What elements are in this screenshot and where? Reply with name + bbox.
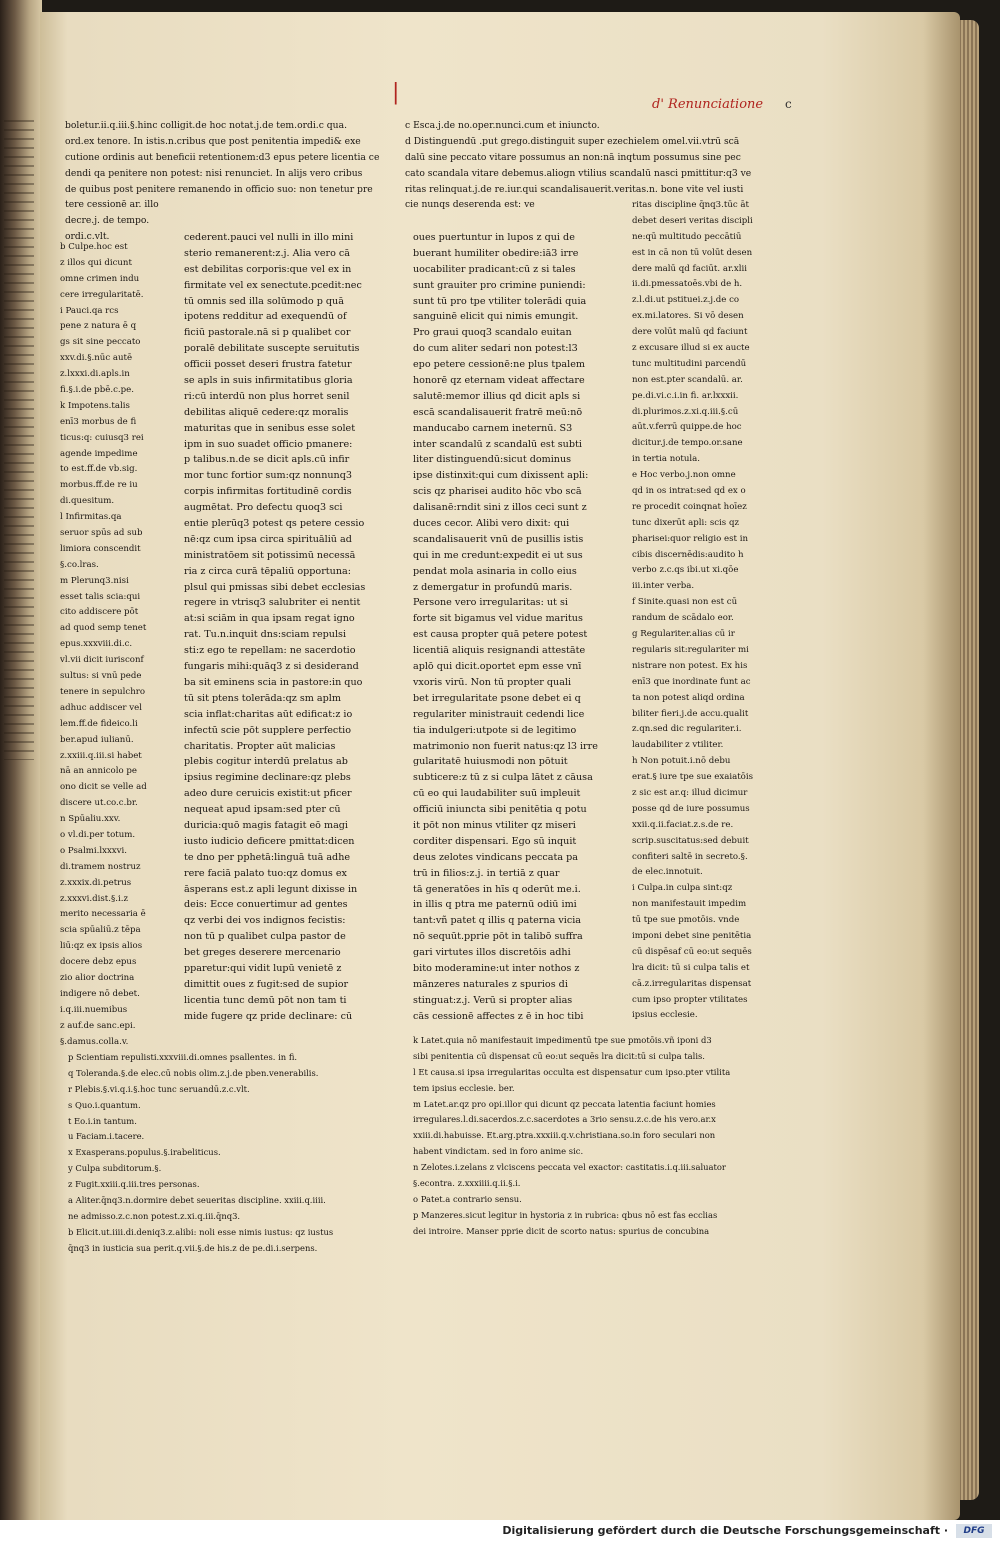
text-line: tant:vñ patet q illis q paterna vicia (413, 915, 581, 927)
text-line: cum ipso propter vtilitates (632, 994, 748, 1005)
text-line: ord.ex tenore. In istis.n.cribus que post penitentia impedi& exe (65, 135, 361, 147)
text-line: forte sit bigamus vel vidue maritus (413, 613, 583, 625)
text-line: nō sequūt.pprie pōt in talibō suffra (413, 931, 583, 943)
text-line: i.q.iii.nuemibus (60, 1004, 128, 1015)
text-line: l Et causa.si ipsa irregularitas occulta est dispensatur cum ipso.pter vtilita (413, 1066, 731, 1077)
text-line: verbo z.c.qs ibi.ut xi.qōe (632, 565, 739, 576)
text-line: se apls in suis infirmitatibus gloria (184, 375, 353, 387)
text-line: z.xxiii.q.iii.si habet (60, 750, 142, 761)
text-line: ipsius regimine declinare:qz plebs (184, 772, 351, 784)
text-line: p talibus.n.de se dicit apls.cū infir (184, 454, 350, 466)
text-line: escā scandalisauerit fratrē meū:nō (413, 406, 583, 418)
text-line: officii posset deseri frustra fatetur (184, 359, 352, 371)
text-line: b Elicit.ut.iiii.di.deniq3.z.alibi: noli esse nimis iustus: qz iustus (68, 1226, 334, 1237)
text-line: §.co.lras. (60, 559, 99, 570)
text-line: ex.mi.latores. Si vō desen (632, 311, 744, 322)
text-line: limiora conscendit (60, 543, 141, 554)
text-line: §.damus.colla.v. (60, 1036, 129, 1047)
text-line: regularis sit:regulariter mi (632, 644, 749, 655)
text-line: it pōt non minus vtiliter qz miseri (413, 819, 576, 831)
text-line: sunt tū pro tpe vtiliter tolerādi quia (413, 295, 587, 307)
text-line: ipse distinxit:qui cum dixissent apli: (413, 470, 589, 482)
text-line: k Impotens.talis (60, 400, 130, 411)
text-line: sultus: si vnū pede (60, 671, 142, 682)
text-line: manducabo carnem ineternū. S3 (413, 422, 573, 434)
text-line: pene z natura ē q (60, 321, 137, 332)
text-line: cū dispēsaf cū eo:ut sequēs (632, 946, 752, 957)
text-line: sanguinē elicit qui nimis emungit. (413, 311, 579, 323)
text-line: āsperans est.z apli legunt dixisse in (184, 883, 358, 895)
text-line: dalisanē:rndit sini z illos ceci sunt z (413, 502, 587, 514)
text-line: dei introire. Manser pprie dicit de scorto natus: spurius de concubina (413, 1225, 710, 1236)
folio-number: c (785, 97, 792, 111)
text-line: confiteri saltē in secreto.§. (632, 851, 748, 862)
text-line: cā.z.irregularitas dispensat (632, 978, 752, 989)
gloss-right-column (632, 198, 777, 1030)
text-line: duces cecor. Alibi vero dixit: qui (413, 518, 570, 530)
text-line: §.econtra. z.xxxiiii.q.ii.§.i. (413, 1178, 521, 1189)
text-line: g Regulariter.alias cū ir (632, 629, 735, 640)
text-line: fungaris mihi:quāq3 z si desiderand (184, 661, 359, 673)
text-line: uocabiliter pradicant:cū z si tales (413, 263, 576, 275)
text-line: salutē:memor illius qd dicit apls si (413, 390, 581, 402)
text-line: l Infirmitas.qa (60, 512, 122, 523)
text-line: sunt grauiter pro crimine puniendi: (413, 279, 586, 291)
text-line: tere cessionē ar. illo (65, 199, 159, 211)
text-line: cibis discernēdis:audito h (632, 549, 744, 560)
text-line: di.plurimos.z.xi.q.iii.§.cū (632, 406, 739, 417)
text-line: sibi penitentia cū dispensat cū eo:ut sequēs lra dicit:tū si culpa talis. (413, 1050, 705, 1061)
digitization-footer (0, 1520, 1000, 1542)
text-line: aūt.v.ferrū quippe.de hoc (632, 422, 742, 433)
text-line: te dno per pphetā:linguā tuā adhe (184, 851, 351, 863)
text-line: z Fugit.xxiii.q.iii.tres personas. (68, 1179, 200, 1190)
text-line: ipm in suo suadet officio pmanere: (184, 438, 353, 450)
text-line: at:si sciām in qua ipsam regat igno (184, 613, 355, 625)
text-line: mide fugere qz pride declinare: cū (184, 1010, 353, 1022)
text-line: boletur.ii.q.iii.§.hinc colligit.de hoc notat.j.de tem.ordi.c qua. (65, 120, 347, 131)
text-line: tenere in sepulchro (60, 686, 146, 697)
text-line: mor tunc fortior sum:qz nonnunq3 (184, 470, 352, 482)
text-line: re procedit coinqnat hoīez (632, 501, 747, 512)
text-line: tunc multitudini parcendū (632, 358, 747, 369)
text-line: ii.di.pmessatoēs.vbi de h. (632, 279, 743, 290)
text-line: di.quesitum. (60, 496, 115, 507)
text-line: o vl.di.per totum. (60, 829, 136, 840)
text-line: corditer dispensari. Ego sū inquit (413, 835, 577, 847)
text-line: dimittit oues z fugit:sed de supior (184, 978, 349, 990)
text-line: inter scandalū z scandalū est subti (413, 438, 582, 450)
text-line: rat. Tu.n.inquit dns:sciam repulsi (184, 629, 347, 641)
text-column-1 (184, 230, 394, 1030)
text-line: pharisei:quor religio est in (632, 533, 749, 544)
text-line: cato scandala vitare debemus.aliogn vtilius scandalū nasci pmittitur:q3 ve (405, 167, 752, 179)
text-line: mānzeres naturales z spurios di (413, 978, 568, 990)
text-line: o Psalmi.lxxxvi. (60, 845, 127, 856)
text-line: ipsius ecclesie. (632, 1010, 698, 1021)
text-line: cū eo qui laudabiliter suū impleuit (413, 788, 581, 800)
text-line: y Culpa subditorum.§. (68, 1163, 162, 1174)
text-line: Pro graui quoq3 scandalo euitan (413, 327, 572, 339)
text-line: liter distinguendū:sicut dominus (413, 454, 572, 466)
text-line: r Plebis.§.vi.q.i.§.hoc tunc seruandū.z.c.vlt. (68, 1083, 250, 1094)
text-line: Persone vero irregularitas: ut si (413, 597, 568, 609)
text-line: ficiū pastorale.nā si p qualibet cor (184, 327, 351, 339)
text-line: adeo dure ceruicis existit:ut pficer (184, 788, 352, 800)
text-column-2 (413, 230, 623, 1030)
text-line: b Culpe.hoc est (60, 242, 128, 252)
text-line: d Distinguendū .put grego.distinguit super ezechielem omel.vii.vtrū scā (405, 135, 740, 147)
text-line: dalū sine peccato vitare possumus an non:nā inqtum possumus sine pec (405, 151, 741, 163)
text-line: c Esca.j.de no.oper.nunci.cum et iniuncto. (405, 120, 600, 131)
text-line: tunc dixerūt apli: scis qz (632, 517, 739, 528)
text-line: non est.pter scandalū. ar. (632, 374, 743, 385)
gloss-left-column (60, 240, 178, 1047)
text-line: liū:qz ex ipsis alios (60, 941, 143, 952)
text-line: tū omnis sed illa solūmodo p quā (184, 295, 344, 307)
text-line: imponi debet sine penitētia (632, 930, 752, 941)
text-line: posse qd de iure possumus (632, 803, 750, 814)
text-line: qz verbi dei vos indignos fecistis: (184, 915, 346, 927)
text-line: qui in me credunt:expedit ei ut sus (413, 549, 583, 561)
text-line: epo petere cessionē:ne plus tpalem (413, 359, 585, 371)
text-line: ba sit eminens scia in pastore:in quo (184, 676, 363, 688)
text-line: u Faciam.i.tacere. (68, 1131, 145, 1142)
text-line: rere faciā palato tuo:qz domus ex (184, 867, 347, 879)
text-line: deis: Ecce conuertimur ad gentes (184, 899, 348, 911)
text-line: vl.vii dicit iurisconf (60, 655, 144, 666)
text-line: dere malū qd faciūt. ar.xlii (632, 263, 747, 274)
text-line: ticus:q: cuiusq3 rei (60, 432, 144, 443)
text-line: regere in vtrisq3 salubriter ei nentit (184, 597, 361, 609)
text-line: ritas discipline q̄nq3.tūc āt (632, 200, 749, 210)
text-line: deus zelotes vindicans peccata pa (413, 851, 578, 863)
text-line: est causa propter quā petere potest (413, 629, 588, 641)
text-line: stinguat:z.j. Verū si propter alias (413, 994, 573, 1006)
text-line: firmitate vel ex senectute.pcedit:nec (184, 279, 362, 291)
text-line: morbus.ff.de re iu (60, 480, 138, 491)
text-line: in illis q ptra me paternū odiū imi (413, 899, 577, 911)
text-line: zio alior doctrina (60, 972, 135, 983)
text-line: qd in os intrat:sed qd ex o (632, 486, 746, 497)
text-line: enī3 que inordinate funt ac (632, 676, 751, 687)
text-line: aplō qui dicit.oportet epm esse vnī (413, 661, 582, 673)
text-line: debilitas aliquē cedere:qz moralis (184, 406, 349, 418)
text-line: scia inflat:charitas aūt edificat:z io (184, 708, 353, 720)
text-line: ta non potest aliqd ordina (632, 692, 745, 703)
text-line: lem.ff.de fideico.li (60, 718, 138, 729)
text-line: n Spūaliu.xxv. (60, 814, 121, 825)
text-line: randum de scādalo eor. (632, 613, 734, 624)
text-line: m Latet.ar.qz pro opi.illor qui dicunt qz peccata latentia faciunt homies (413, 1098, 716, 1109)
text-line: nē:qz cum ipsa circa spirituāliū ad (184, 533, 352, 545)
text-line: z auf.de sanc.epi. (60, 1020, 136, 1031)
text-line: e Hoc verbo.j.non omne (632, 470, 736, 481)
text-line: bet irregularitate psone debet ei q (413, 692, 581, 704)
text-line: docere debz epus (60, 957, 137, 968)
text-line: officiū iniuncta sibi penitētia q potu (413, 804, 587, 816)
text-line: z.qn.sed dic regulariter.i. (632, 724, 742, 735)
text-line: z demergatur in profundū maris. (413, 581, 573, 593)
text-line: scia spūaliū.z tēpa (60, 925, 141, 936)
text-line: seruor spūs ad sub (60, 528, 143, 539)
text-line: ne admisso.z.c.non potest.z.xi.q.iii.q̄nq3. (68, 1210, 241, 1221)
text-line: laudabiliter z vtiliter. (632, 740, 724, 751)
text-line: biliter fieri.j.de accu.qualit (632, 708, 749, 719)
text-line: cie nunqs deserenda est: ve (405, 199, 535, 211)
text-line: gari virtutes illos discretōis adhi (413, 947, 571, 959)
text-line: irregulares.l.di.sacerdos.z.c.sacerdotes a 3rio sensu.z.c.de his vero.ar.x (413, 1114, 716, 1125)
text-line: z sic est ar.q: illud dicimur (632, 787, 748, 798)
text-line: sterio remanerent:z.j. Alia vero cā (184, 247, 351, 259)
text-line: pe.di.vi.c.i.in fi. ar.lxxxii. (632, 390, 739, 401)
text-line: licentia tunc demū pōt non tam ti (184, 994, 347, 1006)
text-line: epus.xxxviii.di.c. (60, 639, 133, 650)
text-line: ber.apud iulianū. (60, 734, 134, 745)
running-head: d' Renunciatione (652, 97, 764, 112)
text-line: adhuc addiscer vel (60, 702, 142, 713)
text-line: buerant humiliter obedire:iā3 irre (413, 247, 579, 259)
text-line: merito necessaria ē (60, 909, 146, 920)
text-line: est in cā non tū volūt desen (632, 247, 753, 258)
text-line: matrimonio non fuerit natus:qz l3 irre (413, 740, 598, 752)
text-line: de quibus post penitere remanendo in officio suo: non tenetur pre (65, 183, 373, 195)
text-line: do cum aliter sedari non potest:l3 (413, 343, 578, 355)
text-line: n Zelotes.i.zelans z vlciscens peccata vel exactor: castitatis.i.q.iii.saluator (413, 1162, 726, 1173)
text-line: dicitur.j.de tempo.or.sane (632, 438, 743, 449)
text-line: omne crimen indu (60, 273, 140, 284)
text-line: z.lxxxi.di.apls.in (60, 369, 130, 380)
text-line: duricia:quō magis fatagit eō magi (184, 819, 349, 831)
text-line: plsul qui pmissas sibi debet ecclesias (184, 581, 366, 593)
text-line: maturitas que in senibus esse solet (184, 422, 356, 434)
text-line: ipotens redditur ad exequendū of (184, 311, 347, 323)
text-line: p Manzeres.sicut legitur in hystoria z in rubrica: qbus nō est fas ecclias (413, 1209, 718, 1220)
text-line: m Plerunq3.nisi (60, 575, 129, 586)
text-line: lra dicit: tū si culpa talis et (632, 962, 750, 973)
text-line: to est.ff.de vb.sig. (60, 464, 138, 475)
text-line: cutione ordinis aut beneficii retentionem:d3 epus petere licentia ce (65, 151, 380, 163)
text-line: habent vindictam. sed in foro anime sic. (413, 1146, 584, 1157)
text-line: t Eo.i.in tantum. (68, 1115, 137, 1126)
text-line: non tū p qualibet culpa pastor de (184, 931, 346, 943)
text-line: enī3 morbus de fi (60, 416, 137, 427)
text-line: scrip.suscitatus:sed debuit (632, 835, 749, 846)
text-line: o Patet.a contrario sensu. (413, 1193, 522, 1204)
text-line: gs sit sine peccato (60, 337, 141, 348)
text-line: iusto iudicio deficere pmittat:dicen (184, 835, 355, 847)
text-line: ria z circa curā tēpaliū opportuna: (184, 565, 351, 577)
text-line: entie plerūq3 potest qs petere cessio (184, 518, 365, 530)
text-line: x Exasperans.populus.§.irabeliticus. (68, 1147, 221, 1158)
text-line: ordi.c.vlt. (65, 231, 110, 243)
text-line: subticere:z tū z si culpa lātet z cāusa (413, 772, 593, 784)
text-line: dendi qa penitere non potest: nisi renunciet. In alijs vero cribus (65, 167, 363, 179)
text-line: tia indulgeri:utpote si de legitimo (413, 724, 577, 736)
text-line: tem ipsius ecclesie. ber. (413, 1082, 515, 1093)
text-line: tā generatōes in hīs q oderūt me.i. (413, 883, 581, 895)
text-line: agende impedime (60, 448, 138, 459)
text-line: dere volūt malū qd faciunt (632, 327, 748, 338)
text-line: a Aliter.q̄nq3.n.dormire debet seueritas discipline. xxiii.q.iiii. (68, 1195, 326, 1206)
text-line: ad quod semp tenet (60, 623, 147, 634)
text-line: xxv.di.§.nūc autē (60, 353, 133, 364)
text-line: xxii.q.ii.faciat.z.s.de re. (632, 819, 734, 830)
text-line: z illos qui dicunt (60, 257, 132, 268)
text-line: gularitatē huiusmodi non pōtuit (413, 756, 568, 768)
text-line: ono dicit se velle ad (60, 782, 147, 793)
text-line: sti:z ego te repellam: ne sacerdotio (184, 645, 356, 657)
text-line: corpis infirmitas fortitudinē cordis (184, 486, 352, 498)
text-line: i Pauci.qa rcs (60, 305, 119, 316)
text-line: z.xxxvi.dist.§.i.z (60, 893, 129, 904)
text-line: xxiii.di.habuisse. Et.arg.ptra.xxxiii.q.v.christiana.so.in foro seculari non (413, 1130, 716, 1141)
text-line: s Quo.i.quantum. (68, 1099, 141, 1110)
text-line: infectū scie pōt supplere perfectio (184, 724, 351, 736)
text-line: z.l.di.ut pstituei.z.j.de co (632, 295, 740, 306)
rubric-mark: | (392, 80, 400, 105)
text-line: de elec.innotuit. (632, 867, 703, 878)
gloss-bottom-left (68, 1050, 403, 1260)
text-line: cito addiscere pōt (60, 607, 139, 618)
text-line: k Latet.quia nō manifestauit impedimentū tpe sue pmotōis.vñ iponi d3 (413, 1035, 712, 1045)
text-line: cere irregularitatē. (60, 289, 144, 300)
text-line: fi.§.i.de pbē.c.pe. (60, 385, 134, 396)
text-line: ministratōem sit potissimū necessā (184, 549, 356, 561)
text-line: in tertia notula. (632, 454, 701, 465)
text-line: plebis cogitur interdū prelatus ab (184, 756, 348, 768)
text-line: charitatis. Propter aūt malicias (184, 740, 336, 752)
book-spine (0, 0, 42, 1520)
text-line: iii.inter verba. (632, 581, 695, 592)
text-line: tū tpe sue pmotōis. vnde (632, 915, 740, 926)
text-line: oues puertuntur in lupos z qui de (413, 232, 575, 243)
text-line: honorē qz eternam videat affectare (413, 375, 585, 387)
text-line: h Non potuit.i.nō debu (632, 756, 731, 767)
text-line: ne:qū multitudo peccātiū (632, 231, 742, 242)
text-line: bito moderamine:ut inter nothos z (413, 962, 580, 974)
text-line: p Scientiam repulisti.xxxviii.di.omnes psallentes. in fi. (68, 1052, 298, 1062)
text-line: decre.j. de tempo. (65, 215, 150, 227)
text-line: discere ut.co.c.br. (60, 798, 138, 809)
text-line: debet deseri veritas discipli (632, 215, 753, 226)
gloss-top-left (65, 118, 400, 248)
text-line: est debilitas corporis:que vel ex in (184, 263, 352, 275)
footer-credit: Digitalisierung gefördert durch die Deutsche Forschungsgemeinschaft · (502, 1524, 948, 1537)
text-line: augmētat. Pro defectu quoq3 sci (184, 502, 343, 514)
text-line: di.tramem nostruz (60, 861, 141, 872)
text-line: indigere nō debet. (60, 988, 140, 999)
text-line: q Toleranda.§.de elec.cū nobis olim.z.j.de pben.venerabilis. (68, 1067, 319, 1078)
text-line: erat.§ iure tpe sue exaiatōis (632, 772, 753, 783)
text-line: nā an annicolo pe (60, 766, 137, 777)
text-line: ritas relinquat.j.de re.iur.qui scandalisauerit.veritas.n. bone vite vel iusti (405, 183, 744, 195)
text-line: nequeat apud ipsam:sed pter cū (184, 804, 341, 816)
text-line: tū sit ptens tolerāda:qz sm aplm (184, 692, 341, 704)
text-line: q̄nq3 in iusticia sua perit.q.vii.§.de his.z de pe.di.i.serpens. (68, 1242, 318, 1253)
text-line: cās cessionē affectes z ē in hoc tibi (413, 1010, 584, 1022)
text-line: i Culpa.in culpa sint:qz (632, 883, 733, 894)
text-line: nistrare non potest. Ex his (632, 660, 748, 671)
text-line: bet greges deserere mercenario (184, 947, 341, 959)
text-line: cederent.pauci vel nulli in illo mini (184, 232, 354, 243)
text-line: vxoris virū. Non tū propter quali (413, 676, 572, 688)
text-line: ri:cū interdū non plus horret senil (184, 390, 350, 402)
text-line: pparetur:qui vidit lupū venietē z (184, 962, 342, 974)
text-line: esset talis scia:qui (60, 591, 141, 602)
text-line: scis qz pharisei audito hōc vbo scā (413, 486, 582, 498)
text-line: trū in filios:z.j. in tertiā z quar (413, 867, 560, 879)
gloss-bottom-right (413, 1033, 785, 1243)
text-line: licentiā aliquis resignandi attestāte (413, 645, 586, 657)
text-line: regulariter ministrauit cedendi lice (413, 708, 585, 720)
text-line: z.xxxix.di.petrus (60, 877, 132, 888)
text-line: pendat mola asinaria in collo eius (413, 565, 577, 577)
dfg-logo: DFG (956, 1524, 992, 1538)
text-line: non manifestauit impedim (632, 899, 747, 910)
text-line: f Sinite.quasi non est cū (632, 597, 738, 608)
text-line: poralē debilitate suscepte seruitutis (184, 343, 360, 355)
text-line: z excusare illud si ex aucte (632, 343, 750, 354)
text-line: scandalisauerit vnū de pusillis istis (413, 533, 584, 545)
facing-page-text-edge (4, 120, 34, 760)
